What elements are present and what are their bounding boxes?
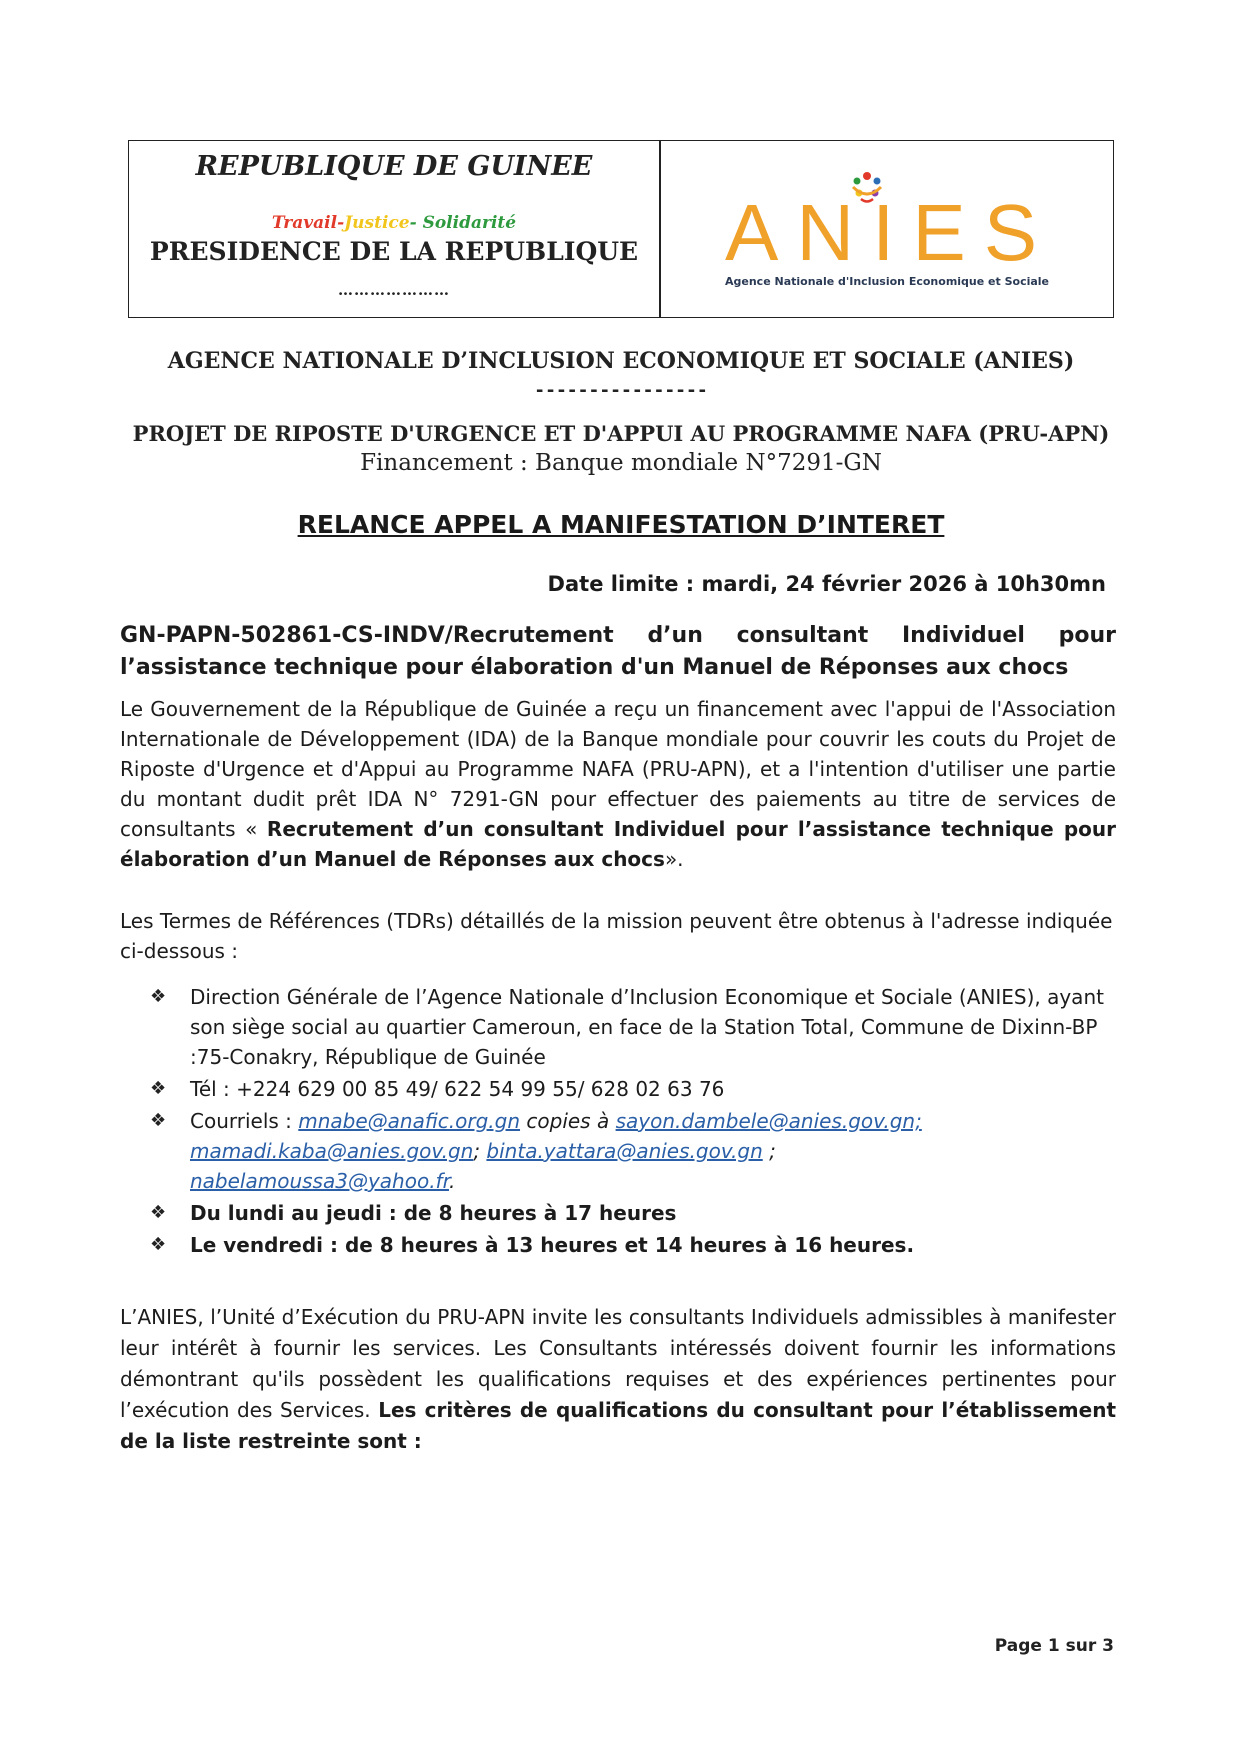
header-box <box>128 140 1114 318</box>
list-item-tel <box>150 1074 1120 1104</box>
motto-part-2: Justice <box>344 213 410 233</box>
header-logo-panel <box>661 141 1113 317</box>
presidence-title: PRESIDENCE DE LA REPUBLIQUE <box>149 237 639 266</box>
motto-part-1: Travail- <box>271 213 345 233</box>
diamond-bullet-icon: ❖ <box>150 1078 167 1099</box>
national-motto <box>129 213 659 233</box>
intro-paragraph <box>120 694 1116 874</box>
diamond-bullet-icon: ❖ <box>150 986 167 1007</box>
copies-label: copies à <box>520 1109 616 1133</box>
title-separator: ---------------- <box>534 380 708 401</box>
diamond-bullet-icon: ❖ <box>150 1110 167 1131</box>
diamond-bullet-icon: ❖ <box>150 1234 167 1255</box>
diamond-bullet-icon: ❖ <box>150 1202 167 1223</box>
page-current: 1 <box>1047 1636 1060 1656</box>
list-item-hours-friday <box>150 1230 1120 1260</box>
agency-title: AGENCE NATIONALE D’INCLUSION ECONOMIQUE ET SOCIALE (ANIES) <box>167 348 1075 374</box>
page-sep: sur <box>1059 1636 1103 1656</box>
hours-week-text: Du lundi au jeudi : de 8 heures à 17 heures <box>190 1201 677 1225</box>
invitation-text: L’ANIES, l’Unité d’Exécution du PRU-APN invite les consultants Individuels admissibles à manifester leur intérêt à fournir les services. Les Consultants intéressés doivent fournir les informations démontrant qu'ils possèdent les qualifications requises et des expériences pertinentes pour l’exécution des Services. <box>120 1305 1116 1422</box>
financing-line: Financement : Banque mondiale N°7291-GN <box>360 450 882 476</box>
list-item-hours-week <box>150 1198 1120 1228</box>
address-text: Direction Générale de l’Agence Nationale d’Inclusion Economique et Sociale (ANIES), ayant son siège social au quartier Cameroun, en face de la Station Total, Commune de Dixinn-BP :75-Conakry, République de Guinée <box>190 985 1104 1069</box>
list-item-address <box>150 982 1120 1072</box>
contact-list <box>150 982 1120 1262</box>
invitation-paragraph <box>120 1302 1116 1457</box>
reference-title: GN-PAPN-502861-CS-INDV/Recrutement d’un consultant Individuel pour l’assistance technique pour élaboration d'un Manuel de Réponses aux chocs <box>120 623 1116 680</box>
header-dots: ………………… <box>338 281 450 299</box>
email-link-cc3[interactable]: binta.yattara@anies.gov.gn <box>486 1139 763 1163</box>
header-left-panel <box>129 141 659 317</box>
page-prefix: Page <box>994 1636 1048 1656</box>
motto-part-3: - Solidarité <box>409 213 517 233</box>
republic-title: REPUBLIQUE DE GUINEE <box>195 151 593 182</box>
list-item-emails: ❖ Courriels : mnabe@anafic.org.gn copies à sayon.dambele@anies.gov.gn; mamadi.kaba@anies.gov.gn; binta.yattara@anies.gov.gn ; nabelamoussa3@yahoo.fr. <box>150 1106 1120 1196</box>
email-label: Courriels : <box>190 1109 299 1133</box>
notice-title: RELANCE APPEL A MANIFESTATION D’INTERET <box>297 510 945 539</box>
email-link-cc2[interactable]: mamadi.kaba@anies.gov.gn <box>190 1139 474 1163</box>
deadline: Date limite : mardi, 24 février 2026 à 10h30mn <box>547 572 1106 596</box>
hours-friday-text: Le vendredi : de 8 heures à 13 heures et 14 heures à 16 heures. <box>190 1233 915 1257</box>
tel-text: Tél : +224 629 00 85 49/ 622 54 99 55/ 628 02 63 76 <box>190 1077 725 1101</box>
anies-logo-subtitle: Agence Nationale d'Inclusion Economique et Sociale <box>725 275 1050 288</box>
page-total: 3 <box>1102 1636 1114 1656</box>
email-link-primary[interactable]: mnabe@anafic.org.gn <box>298 1109 521 1133</box>
project-title: PROJET DE RIPOSTE D'URGENCE ET D'APPUI AU PROGRAMME NAFA (PRU-APN) <box>132 421 1110 446</box>
email-link-cc4[interactable]: nabelamoussa3@yahoo.fr <box>190 1169 449 1193</box>
tdr-paragraph: Les Termes de Références (TDRs) détaillés de la mission peuvent être obtenus à l'adresse indiquée ci-dessous : <box>120 909 1113 963</box>
email-link-cc1[interactable]: sayon.dambele@anies.gov.gn; <box>615 1109 922 1133</box>
intro-text: Le Gouvernement de la République de Guinée a reçu un financement avec l'appui de l'Association Internationale de Développement (IDA) de la Banque mondiale pour couvrir les couts du Projet de Riposte d'Urgence et d'Appui au Programme NAFA (PRU-APN), et a l'intention d'utiliser une partie du montant dudit prêt IDA N° 7291-GN pour effectuer des paiements au titre de services de consultants « <box>120 697 1116 841</box>
anies-logo-wordmark: ANIES <box>725 188 1056 277</box>
intro-bold-text: Recrutement d’un consultant Individuel pour l’assistance technique pour élaboration d’un Manuel de Réponses aux chocs <box>120 817 1116 871</box>
page-number <box>995 1636 1114 1656</box>
criteria-bold-text: Les critères de qualifications du consultant pour l’établissement de la liste restreinte sont : <box>120 1398 1117 1453</box>
intro-end: ». <box>664 847 684 871</box>
